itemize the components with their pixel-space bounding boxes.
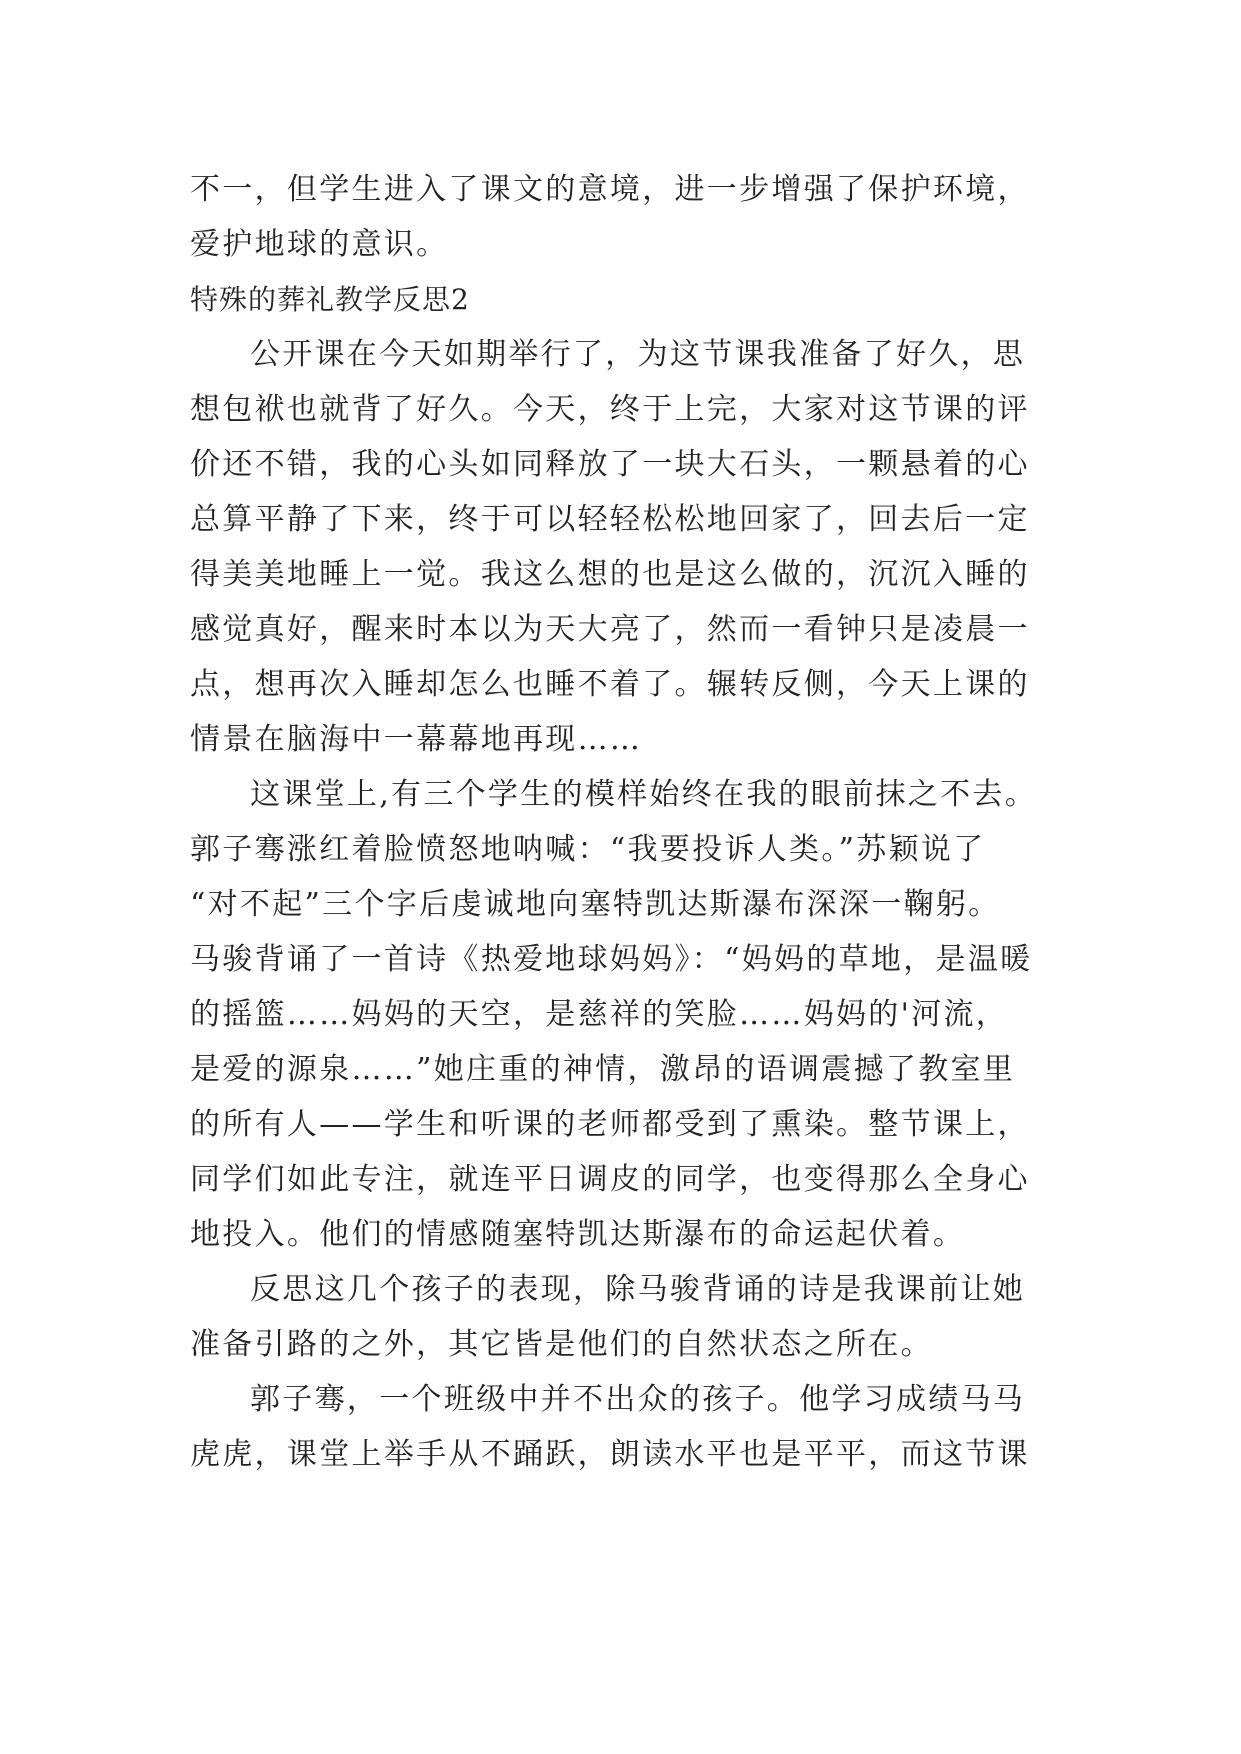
text-line: 点，想再次入睡却怎么也睡不着了。辗转反侧，今天上课的 [190, 667, 1030, 702]
text-line: 地投入。他们的情感随塞特凯达斯瀑布的命运起伏着。 [190, 1217, 966, 1252]
section-title: 特殊的葬礼教学反思2 [190, 283, 470, 316]
text-line: 郭子骞涨红着脸愤怒地呐喊：“我要投诉人类。”苏颖说了 [190, 832, 986, 867]
text-line: 反思这几个孩子的表现，除马骏背诵的诗是我课前让她 [250, 1272, 1026, 1307]
document-body [190, 162, 1050, 1482]
text-line: 是爱的源泉……”她庄重的神情，激昂的语调震撼了教室里 [190, 1052, 1016, 1087]
text-line: 的所有人——学生和听课的老师都受到了熏染。整节课上， [190, 1107, 1030, 1142]
text-line: 准备引路的之外，其它皆是他们的自然状态之所在。 [190, 1327, 933, 1362]
text-line: 价还不错，我的心头如同释放了一块大石头，一颗悬着的心 [190, 447, 1030, 482]
text-line: 马骏背诵了一首诗《热爱地球妈妈》：“妈妈的草地，是温暖 [190, 942, 1033, 977]
text-line: 虎虎，课堂上举手从不踊跃，朗读水平也是平平，而这节课 [190, 1437, 1030, 1472]
text-line: 这课堂上,有三个学生的模样始终在我的眼前抹之不去。 [250, 777, 1038, 812]
text-line: “对不起”三个字后虔诚地向塞特凯达斯瀑布深深一鞠躬。 [190, 887, 1001, 922]
text-line: 爱护地球的意识。 [190, 227, 449, 262]
text-line: 得美美地睡上一觉。我这么想的也是这么做的，沉沉入睡的 [190, 557, 1030, 592]
text-line: 感觉真好，醒来时本以为天大亮了，然而一看钟只是凌晨一 [190, 612, 1030, 647]
text-line: 的摇篮……妈妈的天空，是慈祥的笑脸……妈妈的'河流， [190, 997, 1009, 1032]
text-line: 总算平静了下来，终于可以轻轻松松地回家了，回去后一定 [190, 502, 1030, 537]
text-line: 郭子骞，一个班级中并不出众的孩子。他学习成绩马马 [250, 1382, 1026, 1417]
text-line: 想包袱也就背了好久。今天，终于上完，大家对这节课的评 [190, 392, 1030, 427]
text-line: 情景在脑海中一幕幕地再现…… [190, 722, 643, 757]
text-line: 同学们如此专注，就连平日调皮的同学，也变得那么全身心 [190, 1162, 1030, 1197]
text-line: 不一，但学生进入了课文的意境，进一步增强了保护环境， [190, 172, 1030, 207]
text-line: 公开课在今天如期举行了，为这节课我准备了好久，思 [250, 337, 1026, 372]
